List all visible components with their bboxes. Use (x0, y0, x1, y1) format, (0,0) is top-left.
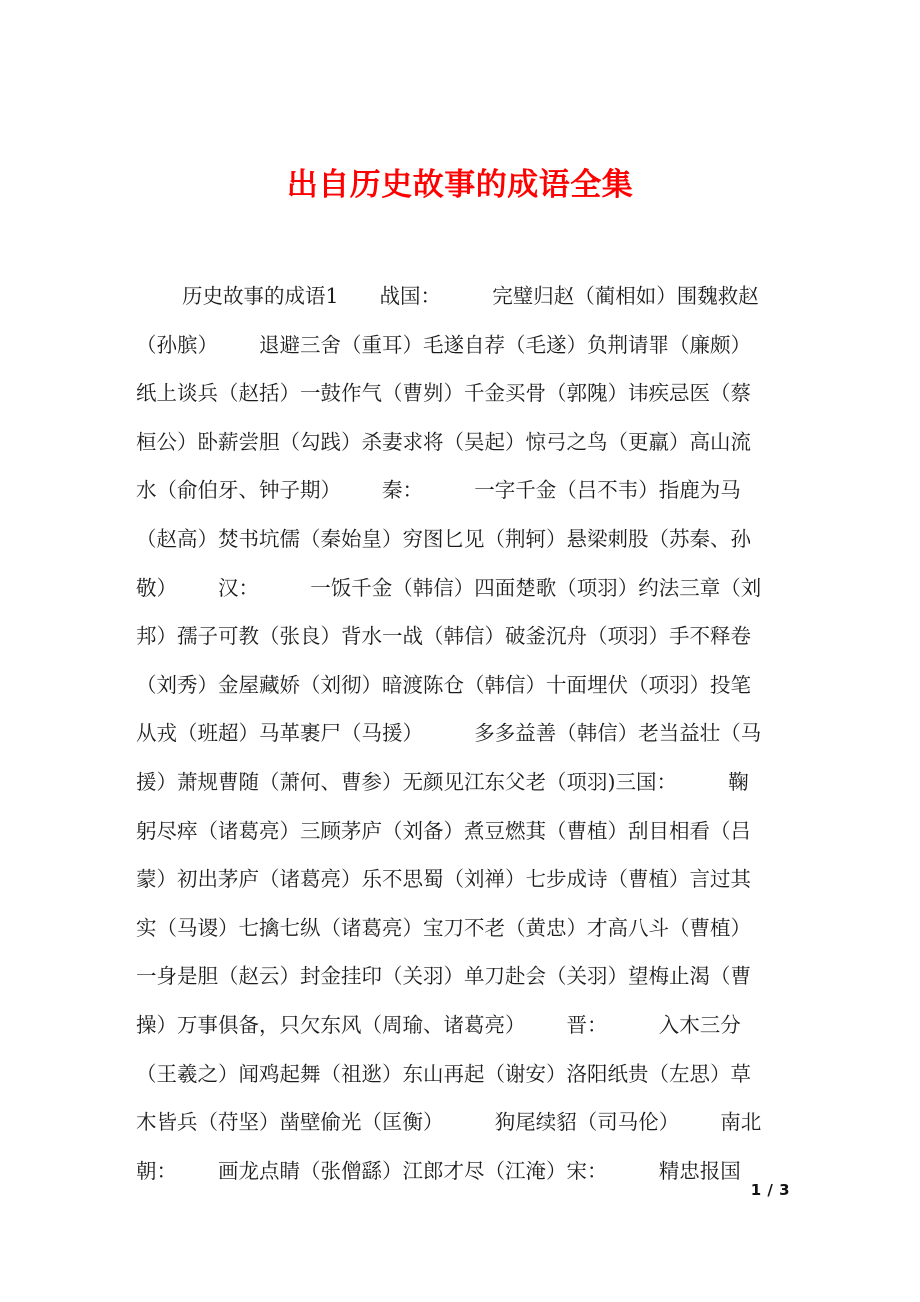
body-line: （王羲之）闻鸡起舞（祖逖）东山再起（谢安）洛阳纸贵（左思）草 (136, 1061, 751, 1086)
body-line: 从戎（班超）马革裹尸（马援） 多多益善（韩信）老当益壮（马 (136, 721, 762, 746)
body-line: 纸上谈兵（赵括）一鼓作气（曹刿）千金买骨（郭隗）讳疾忌医（蔡 (136, 381, 751, 406)
document-body (136, 272, 792, 1195)
body-line: 朝： 画龙点睛（张僧繇）江郎才尽（江淹）宋： 精忠报国 (136, 1158, 741, 1183)
body-line: （刘秀）金屋藏娇（刘彻）暗渡陈仓（韩信）十面埋伏（项羽）投笔 (136, 672, 751, 697)
body-line: 水（俞伯牙、钟子期） 秦： 一字千金（吕不韦）指鹿为马 (136, 478, 741, 503)
body-line: 邦）孺子可教（张良）背水一战（韩信）破釜沉舟（项羽）手不释卷 (136, 624, 751, 649)
body-line: 敬） 汉： 一饭千金（韩信）四面楚歌（项羽）约法三章（刘 (136, 575, 762, 600)
body-line: 一身是胆（赵云）封金挂印（关羽）单刀赴会（关羽）望梅止渴（曹 (136, 964, 751, 989)
body-line: （孙膑） 退避三舍（重耳）毛遂自荐（毛遂）负荆请罪（廉颇） (136, 332, 751, 357)
body-line: 实（马谡）七擒七纵（诸葛亮）宝刀不老（黄忠）才高八斗（曹植） (136, 915, 751, 940)
body-line: （赵高）焚书坑儒（秦始皇）穷图匕见（荆轲）悬梁刺股（苏秦、孙 (136, 526, 751, 551)
page-title: 出自历史故事的成语全集 (286, 166, 634, 203)
body-line: 操）万事俱备，只欠东风（周瑜、诸葛亮） 晋： 入木三分 (136, 1012, 741, 1037)
page-number-footer: 1 / 3 (750, 1181, 790, 1199)
body-line: 躬尽瘁（诸葛亮）三顾茅庐（刘备）煮豆燃萁（曹植）刮目相看（吕 (136, 818, 751, 843)
body-line: 蒙）初出茅庐（诸葛亮）乐不思蜀（刘禅）七步成诗（曹植）言过其 (136, 867, 751, 892)
body-line: 桓公）卧薪尝胆（勾践）杀妻求将（吴起）惊弓之鸟（更羸）高山流 (136, 429, 751, 454)
body-line: 历史故事的成语1 战国： 完璧归赵（蔺相如）围魏救赵 (182, 284, 759, 308)
body-line: 木皆兵（苻坚）凿壁偷光（匡衡） 狗尾续貂（司马伦） 南北 (136, 1110, 762, 1135)
body-line: 援）萧规曹随（萧何、曹参）无颜见江东父老（项羽)三国： 鞠 (136, 769, 749, 794)
